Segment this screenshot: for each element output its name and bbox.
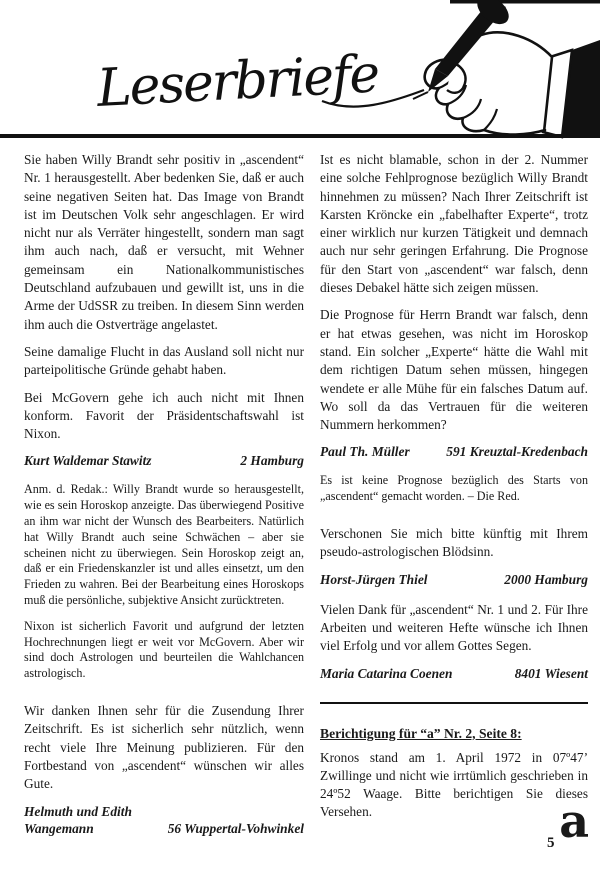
- spacer: [24, 692, 304, 702]
- right-column: [320, 151, 588, 848]
- signature-thiel: [320, 571, 588, 588]
- letter-wangemann-para: Wir danken Ihnen sehr für die Zusendung Ihrer Zeitschrift. Es ist sicherlich sehr nützlich, wenn recht viele Ihre Meinung publizieren. Für den Fortbestand von „ascendent“ wünschen wir alles Gute.: [24, 703, 304, 792]
- letter-mueller-para-1: Ist es nicht blamable, schon in der 2. Nummer eine solche Fehlprognose bezüglich Willy Brandt hinnehmen zu müssen? Nach Ihrer Zeitschrift ist Karsten Kröncke ein „fabelhafter Experte“, trotz einer wirklich nur kurzen Tätigkeit und demnach auch nur sehr geringen Erfahrung. Die Prognose für den Start von „ascendent“ war falsch, denn dieses Debakel hätte sich zeigen müssen.: [320, 152, 588, 296]
- letter-stawitz-para-3: Bei McGovern gehe ich auch nicht mit Ihnen konform. Favorit der Präsidentschaftswahl ist Nixon.: [24, 389, 304, 442]
- signature-wangemann: [24, 803, 304, 838]
- signature-name-line1: Helmuth und Edith: [24, 803, 132, 819]
- signature-city: 2000 Hamburg: [504, 571, 588, 587]
- signature-city: 2 Hamburg: [240, 453, 304, 469]
- editor-reply-note: Es ist keine Prognose bezüglich des Starts von „ascendent“ gemacht worden. – Die Red.: [320, 473, 588, 504]
- letter-coenen-para: Vielen Dank für „ascendent“ Nr. 1 und 2. Für Ihre Arbeiten und weiteren Hefte wünsche ich Ihnen viel Erfolg und vor allem Gottes Segen.: [320, 601, 588, 654]
- header-top-line: [450, 0, 600, 4]
- letter-stawitz-para-1: Sie haben Willy Brandt sehr positiv in „ascendent“ Nr. 1 herausgestellt. Aber bedenken Sie, daß er auch seine negativen Seiten hat. Das Image von Brandt ist im Deutschen Volk sehr angeschlagen. Er wird nicht nur als Verräter hingestellt, sondern man sagt ihm auch nach, daß er versucht, mit Wehner gemeinsam ein Nationalkommunistisches Deutschland aufzubauen und gewillt ist, uns in die Arme der UdSSR zu treiben. In diesem Sinn werden ihm auch die Ostverträge angelastet.: [24, 152, 304, 332]
- letter-stawitz-para-2: Seine damalige Flucht in das Ausland soll nicht nur parteipolitische Gründe gehabt haben.: [24, 343, 304, 378]
- signature-name: Maria Catarina Coenen: [320, 665, 453, 681]
- editor-note-para-1: Anm. d. Redak.: Willy Brandt wurde so herausgestellt, wie es sein Horoskop anzeigte. Das überwiegend Positive an ihm war nicht der Wunsch des Bearbeiters. Natürlich hat Willy Brandt auch seine Schwächen – aber sie scheinen nicht zu überwiegen. Sein Horoskop zeigt an, daß er ein Friedenskanzler ist und alles einsetzt, um den Frieden zu wahren. Bei der Bearbeitung eines Horoskops muß die persönliche, subjektive Ansicht zurücktreten.: [24, 482, 304, 608]
- signature-name: Kurt Waldemar Stawitz: [24, 453, 152, 469]
- signature-name-line2: Wangemann: [24, 821, 94, 836]
- page-number: 5: [547, 835, 555, 851]
- left-column: [24, 151, 304, 844]
- masthead-divider-rule: [0, 134, 600, 138]
- letter-mueller-para-2: Die Prognose für Herrn Brandt war falsch, denn er hat etwas gesehen, was nicht im Horoskop stand. Ein solcher „Experte“ hätte die Wahl mit dem richtigen Datum sehen müssen, hingegen wendete er alle Mühe für ein falsches Datum auf. Wo soll da das Vertrauen für die weiteren Nummern herkommen?: [320, 307, 588, 433]
- signature-city: 56 Wuppertal-Vohwinkel: [167, 821, 304, 836]
- editor-note-para-2: Nixon ist sicherlich Favorit und aufgrund der letzten Hochrechnungen liegt er weit vor McGovern. Aber wir sind doch Astrologen und beurteilen die Wahlchancen astrologisch.: [24, 618, 304, 681]
- hand-with-pen-icon: [413, 0, 600, 138]
- signature-city: 591 Kreuztal-Kredenbach: [446, 444, 588, 460]
- signature-stawitz: [24, 452, 304, 469]
- correction-body: Kronos stand am 1. April 1972 in 07º47’ Zwillinge und nicht wie irrtümlich geschrieben in 24º52 Waage. Bitte berichtigen Sie dieses Versehen.: [320, 749, 588, 820]
- signature-coenen: [320, 665, 588, 682]
- signature-name: Horst-Jürgen Thiel: [320, 571, 428, 587]
- signature-city: 8401 Wiesent: [514, 665, 588, 681]
- letter-thiel-para: Verschonen Sie mich bitte künftig mit Ihrem pseudo-astrologischen Blödsinn.: [320, 526, 588, 560]
- correction-divider-rule: [320, 702, 588, 704]
- signature-mueller: [320, 443, 588, 460]
- header-illustration: [0, 0, 600, 140]
- masthead-script-title: Leserbriefe: [95, 44, 380, 119]
- ascendent-a-logo: a: [559, 793, 588, 848]
- spacer: [320, 515, 588, 525]
- signature-name: Paul Th. Müller: [320, 444, 410, 460]
- correction-heading: Berichtigung für “a” Nr. 2, Seite 8:: [320, 725, 522, 741]
